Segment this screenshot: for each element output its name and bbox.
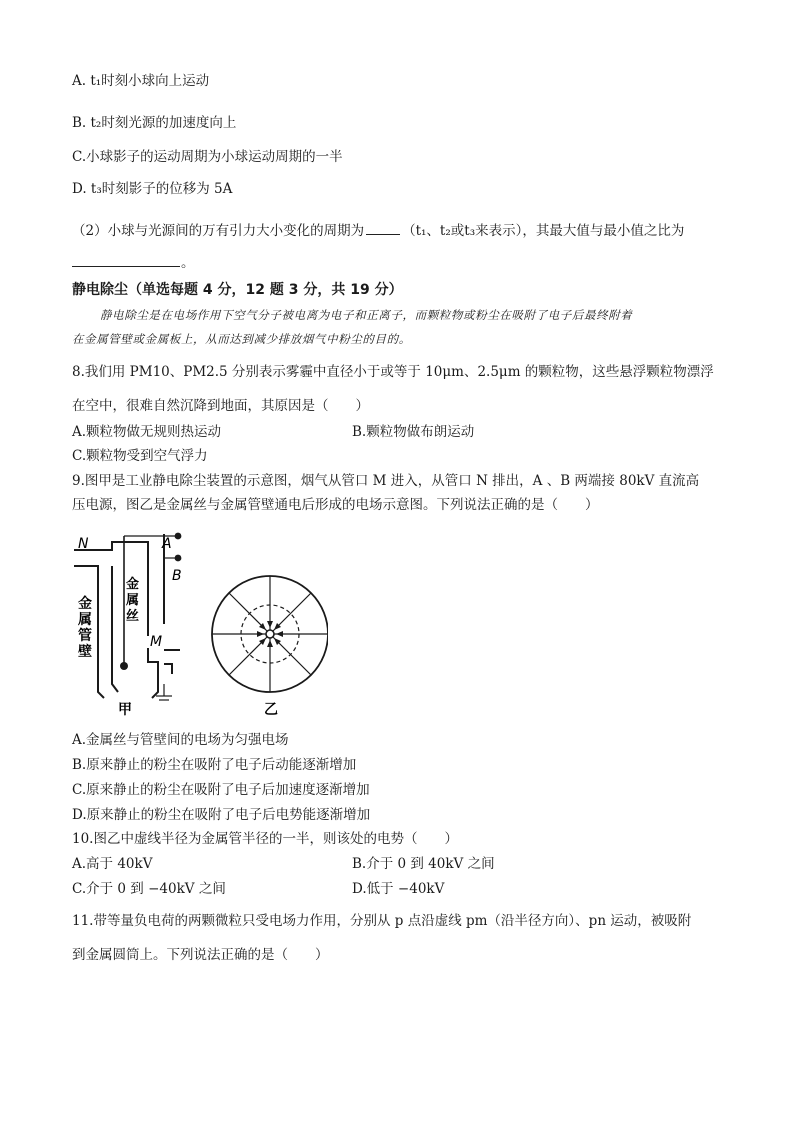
label-wall-2: 属 [78, 612, 92, 628]
answer-blank-long[interactable] [72, 266, 180, 267]
terminal-a-dot [175, 533, 182, 540]
section-intro-2: 在金属管壁或金属板上，从而达到减少排放烟气中粉尘的目的。 [72, 332, 411, 346]
q9-option-a: A.金属丝与管壁间的电场为匀强电场 [72, 732, 289, 748]
label-m: M [150, 634, 163, 650]
label-b: B [172, 568, 182, 584]
figure-yi [212, 576, 328, 692]
q7-option-b: B. t₂时刻光源的加速度向上 [72, 115, 237, 131]
label-wall-4: 壁 [78, 644, 92, 660]
q9-option-d: D.原来静止的粉尘在吸附了电子后电势能逐渐增加 [72, 807, 371, 823]
answer-blank[interactable] [366, 222, 400, 235]
q9-stem-1: 9.图甲是工业静电除尘装置的示意图，烟气从管口 M 进入，从管口 N 排出，A 、B 两端接 80kV 直流高 [72, 473, 700, 489]
q10-option-c: C.介于 0 到 −40kV 之间 [72, 881, 226, 897]
q11-stem-1: 11.带等量负电荷的两颗微粒只受电场力作用，分别从 p 点沿虚线 pm（沿半径方向）、pn 运动，被吸附 [72, 913, 692, 929]
q7-part2-text-b: （t₁、t₂或t₃来表示），其最大值与最小值之比为 [402, 223, 685, 239]
q8-option-c: C.颗粒物受到空气浮力 [72, 448, 208, 464]
label-wire-1: 金 [126, 577, 140, 592]
q7-option-d: D. t₃时刻影子的位移为 5A [72, 181, 233, 197]
label-wire-2: 属 [126, 593, 140, 608]
q9-figure [68, 524, 328, 720]
tube-inner-wall [112, 566, 118, 692]
label-wire-3: 丝 [126, 609, 140, 624]
tube-inlet-wall [148, 648, 158, 698]
q9-option-c: C.原来静止的粉尘在吸附了电子后加速度逐渐增加 [72, 782, 370, 798]
q7-option-a: A. t₁时刻小球向上运动 [72, 73, 210, 89]
q7-option-c: C.小球影子的运动周期为小球运动周期的一半 [72, 149, 343, 165]
q9-stem-2: 压电源，图乙是金属丝与金属管壁通电后形成的电场示意图。下列说法正确的是（ ） [72, 497, 599, 513]
label-a: A [162, 536, 172, 552]
q9-option-b: B.原来静止的粉尘在吸附了电子后动能逐渐增加 [72, 757, 357, 773]
q10-option-a: A.高于 40kV [72, 856, 153, 872]
q7-part2-end: 。 [181, 255, 195, 271]
q10-option-d: D.低于 −40kV [352, 881, 445, 897]
q10-stem: 10.图乙中虚线半径为金属管半径的一半，则该处的电势（ ） [72, 831, 458, 847]
q7-part2-text-a: （2）小球与光源间的万有引力大小变化的周期为 [72, 223, 365, 239]
q11-stem-2: 到金属圆筒上。下列说法正确的是（ ） [72, 947, 329, 963]
q8-stem-2: 在空中，很难自然沉降到地面，其原因是（ ） [72, 398, 369, 414]
section-title: 静电除尘（单选每题 4 分，12 题 3 分，共 19 分） [72, 282, 403, 298]
wire-end-dot [120, 662, 128, 670]
label-n: N [78, 536, 89, 552]
caption-yi: 乙 [264, 702, 278, 718]
label-wall-3: 管 [78, 628, 92, 644]
section-intro-1: 静电除尘是在电场作用下空气分子被电离为电子和正离子，而颗粒物或粉尘在吸附了电子后最终附着 [100, 308, 633, 322]
q8-option-a: A.颗粒物做无规则热运动 [72, 424, 222, 440]
tube-inlet-bottom [164, 664, 172, 674]
q8-stem-1: 8.我们用 PM10、PM2.5 分别表示雾霾中直径小于或等于 10μm、2.5μm 的颗粒物，这些悬浮颗粒物漂浮 [72, 364, 714, 380]
q8-option-b: B.颗粒物做布朗运动 [352, 424, 475, 440]
wire-center [266, 630, 274, 638]
caption-jia: 甲 [118, 702, 132, 718]
terminal-b-dot [175, 555, 182, 562]
label-wall-1: 金 [78, 596, 92, 612]
q10-option-b: B.介于 0 到 40kV 之间 [352, 856, 495, 872]
q7-part2 [72, 222, 684, 240]
